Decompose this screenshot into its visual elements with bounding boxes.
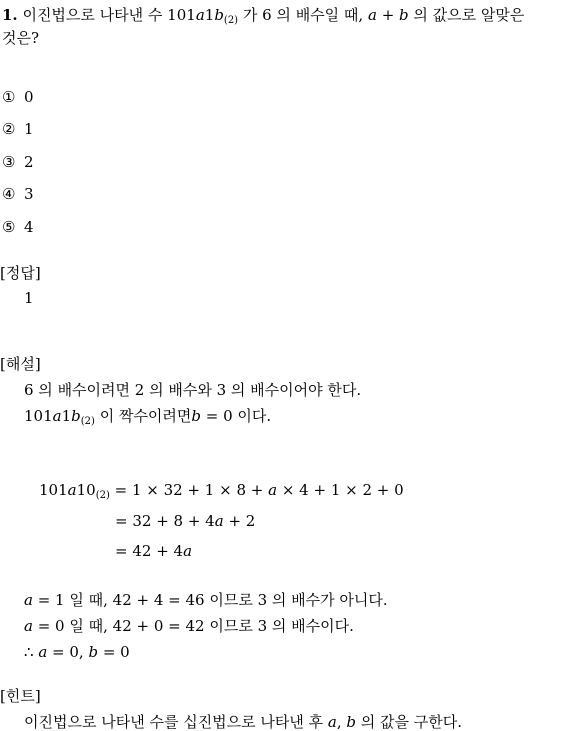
- choice-marker: ③: [2, 153, 16, 171]
- hint-text: 이진법으로 나타낸 수를 십진법으로 나타낸 후 a, b 의 값을 구한다.: [24, 713, 463, 731]
- choice-value: 0: [24, 88, 34, 106]
- choice-2[interactable]: [2, 122, 34, 137]
- question-line-2: 것은?: [2, 29, 40, 47]
- equation-line-2: = 32 + 8 + 4a + 2: [115, 512, 256, 530]
- choice-3[interactable]: [2, 155, 34, 170]
- choice-value: 1: [24, 120, 34, 138]
- question-number: 1.: [2, 6, 18, 24]
- equation-line-1: $101a10_{(2)} = 1 \times 32 + 1 \times 8 + a \times 4 + 1 \times 2 + 0$: [39, 481, 404, 501]
- question-line-1: 1. 이진법으로 나타낸 수 $101a1b_{(2)}$ 가 6 의 배수일 때, a + b 의 값으로 알맞은: [2, 6, 525, 26]
- case-line-2: a = 0 일 때, 42 + 0 = 42 이므로 3 의 배수이다.: [24, 617, 354, 635]
- choice-1[interactable]: [2, 90, 34, 105]
- explanation-label: [해설]: [0, 355, 41, 373]
- question-text: 이진법으로 나타낸 수: [22, 6, 168, 24]
- choice-value: 2: [24, 153, 34, 171]
- answer-label: [정답]: [0, 264, 41, 282]
- choice-4[interactable]: [2, 187, 34, 202]
- hint-label: [힌트]: [0, 687, 41, 705]
- answer-value: 1: [24, 289, 34, 307]
- choice-marker: ①: [2, 88, 16, 106]
- choice-value: 3: [24, 185, 34, 203]
- conclusion-line: ∴ a = 0, b = 0: [24, 643, 130, 661]
- explanation-line-2: $101a1b_{(2)}$ 이 짝수이려면b = 0 이다.: [24, 407, 272, 427]
- explanation-line-1: 6 의 배수이려면 2 의 배수와 3 의 배수이어야 한다.: [24, 381, 362, 399]
- choice-5[interactable]: [2, 220, 34, 235]
- choice-marker: ②: [2, 120, 16, 138]
- choice-marker: ⑤: [2, 218, 16, 236]
- equation-line-3: = 42 + 4a: [115, 542, 193, 560]
- choice-value: 4: [24, 218, 34, 236]
- case-line-1: a = 1 일 때, 42 + 4 = 46 이므로 3 의 배수가 아니다.: [24, 591, 388, 609]
- choice-marker: ④: [2, 185, 16, 203]
